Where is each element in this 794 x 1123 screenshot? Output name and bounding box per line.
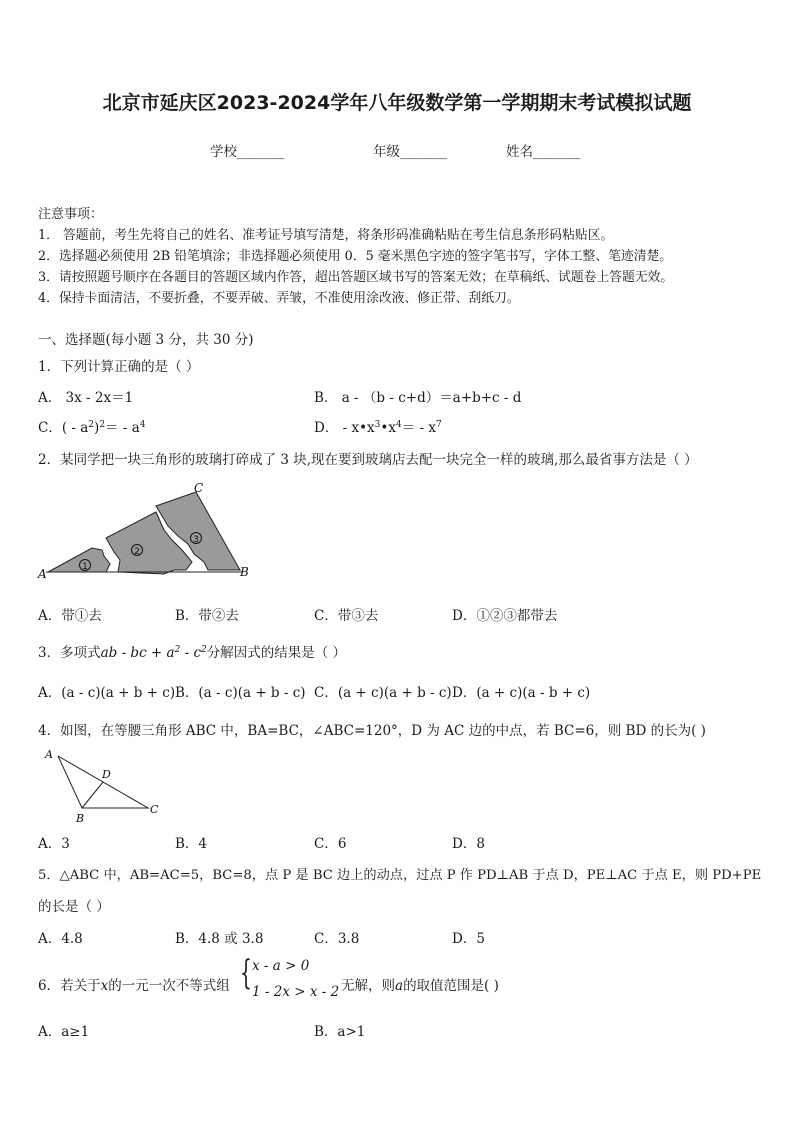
section-heading: 一、选择题(每小题 3 分，共 30 分): [38, 332, 254, 348]
note-item-2: 2．选择题必须使用 2B 铅笔填涂；非选择题必须使用 0．5 毫米黑色字迹的签字笔书写，字体工整、笔迹清楚。: [38, 249, 673, 264]
q6-option-a: A．a≥1: [38, 1024, 90, 1040]
q4-option-b: B．4: [175, 836, 208, 852]
q2-option-b: B．带②去: [175, 608, 239, 624]
vertex-label-b: B: [240, 565, 249, 579]
piece-label-3: 3: [193, 535, 199, 545]
note-item-1: 1． 答题前，考生先将自己的姓名、准考证号填写清楚，将条形码准确粘贴在考生信息条形码粘贴区。: [38, 228, 614, 243]
vertex-label-b: B: [76, 812, 85, 825]
q3-option-b: B．(a - c)(a + b - c): [175, 685, 306, 701]
inequality-2: 1 - 2x > x - 2: [252, 984, 340, 1000]
q2-option-c: C．带③去: [314, 608, 379, 624]
q1-option-c: C．( - $a^2)^2= - a^4$: [38, 420, 146, 436]
q3-option-d: D．(a + c)(a - b + c): [452, 685, 591, 701]
q4-option-a: A．3: [38, 836, 70, 852]
q5-option-d: D．5: [452, 931, 485, 947]
q6-stem: 6．若关于x的一元一次不等式组: [38, 978, 230, 994]
q3-option-c: C．(a + c)(a + b - c): [314, 685, 452, 701]
isosceles-triangle-figure: [40, 744, 170, 824]
school-field: 学校_______: [210, 144, 285, 160]
q5-option-b: B．4.8 或 3.8: [175, 931, 264, 947]
piece-label-2: 2: [134, 547, 140, 557]
q4-option-d: D．8: [452, 836, 485, 852]
q5-stem-line1: 5．△ABC 中，AB=AC=5，BC=8，点 P 是 BC 边上的动点，过点 P 作 PD⊥AB 于点 D，PE⊥AC 于点 E，则 PD+PE: [38, 868, 762, 883]
system-brace: {: [240, 953, 252, 993]
q5-option-a: A．4.8: [38, 931, 83, 947]
glass-piece-1: [48, 548, 110, 572]
name-field: 姓名_______: [506, 144, 581, 160]
q3-option-a: A．(a - c)(a + b + c): [38, 685, 176, 701]
note-item-4: 4．保持卡面清洁，不要折叠，不要弄破、弄皱，不准使用涂改液、修正带、刮纸刀。: [38, 291, 520, 306]
q2-option-a: A．带①去: [38, 608, 102, 624]
q5-option-c: C．3.8: [314, 931, 360, 947]
q5-stem-line2: 的长是（ ）: [38, 899, 110, 915]
vertex-label-c: C: [150, 803, 159, 816]
inequality-1: x - a > 0: [252, 958, 310, 974]
grade-field: 年级_______: [373, 144, 448, 160]
vertex-label-a: A: [45, 748, 53, 761]
q4-option-c: C．6: [314, 836, 347, 852]
piece-label-1: 1: [82, 562, 88, 572]
q1-stem: 1．下列计算正确的是（ ）: [38, 359, 200, 375]
q2-stem: 2．某同学把一块三角形的玻璃打碎成了 3 块,现在要到玻璃店去配一块完全一样的玻璃,那么最省事方法是（ ）: [38, 452, 698, 468]
notes-heading: 注意事项：: [38, 207, 104, 222]
q2-option-d: D．①②③都带去: [452, 608, 558, 624]
q6-stem-tail: 无解，则a的取值范围是( ): [341, 978, 499, 994]
vertex-label-a: A: [38, 567, 47, 581]
q4-stem: 4．如图，在等腰三角形 ABC 中，BA=BC，∠ABC=120°，D 为 AC 边的中点，若 BC=6，则 BD 的长为( ): [38, 723, 706, 739]
page-title: 北京市延庆区2023-2024学年八年级数学第一学期期末考试模拟试题: [102, 92, 692, 114]
vertex-label-c: C: [194, 481, 204, 495]
broken-glass-figure: [36, 478, 266, 582]
q6-option-b: B．a>1: [314, 1024, 366, 1040]
point-label-d: D: [102, 768, 111, 781]
q1-option-b: B． a - （b - c+d）＝a+b+c - d: [314, 390, 522, 406]
q1-option-a: A． 3x - 2x＝1: [38, 390, 134, 406]
q3-stem: 3．多项式ab - bc + $a^2 - c^2$分解因式的结果是（ ）: [38, 645, 347, 661]
note-item-3: 3．请按照题号顺序在各题目的答题区域内作答，超出答题区域书写的答案无效；在草稿纸、试题卷上答题无效。: [38, 270, 674, 285]
q1-option-d: D． - $x•x^3•x^4= - x^7$: [314, 420, 442, 436]
